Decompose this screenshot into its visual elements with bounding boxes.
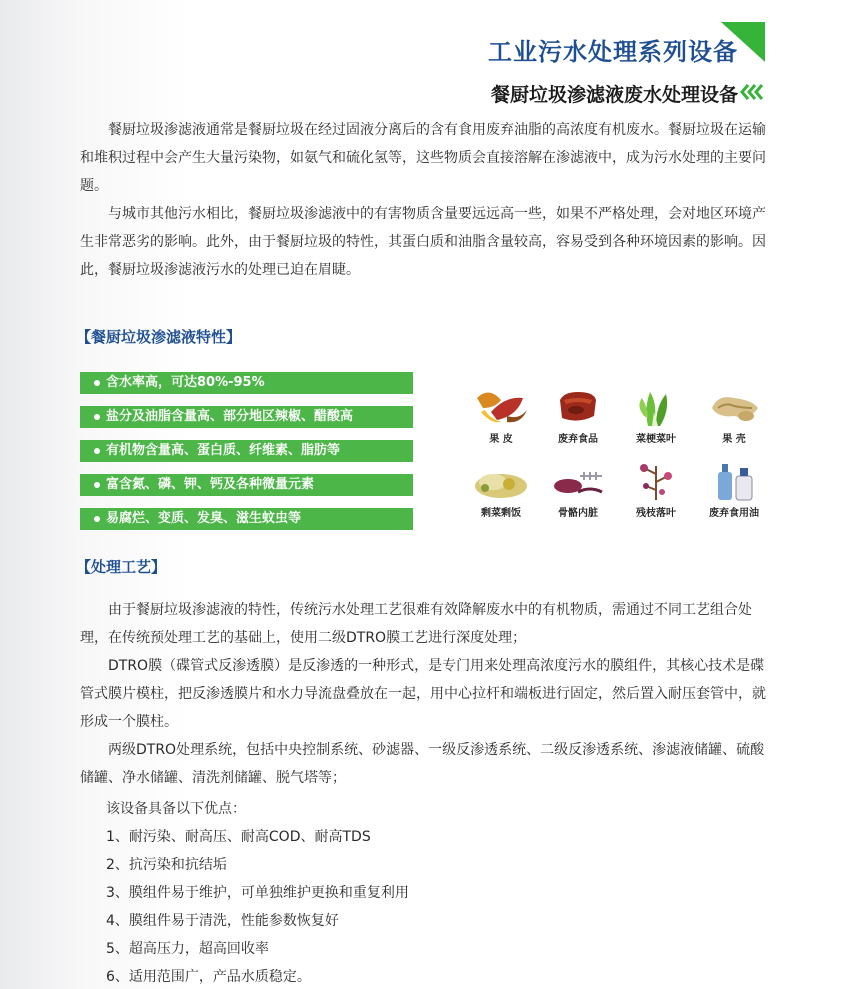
food-item-leftover-rice (465, 460, 537, 524)
food-label: 废弃食品 (558, 434, 598, 445)
food-item-fruit-peel (465, 386, 537, 450)
food-item-waste-oil (698, 460, 770, 524)
feature-item: 有机物含量高、蛋白质、纤维素、脂肪等 (80, 440, 413, 462)
intro-paragraph-2: 与城市其他污水相比，餐厨垃圾渗滤液中的有害物质含量要远远高一些，如果不严格处理，会对地区环境产生非常恶劣的影响。此外，由于餐厨垃圾的特性，其蛋白质和油脂含量较高，容易受到各种环境因素的影响。因此，餐厨垃圾渗滤液污水的处理已迫在眉睫。 (80, 206, 766, 278)
food-label: 骨骼内脏 (558, 508, 598, 519)
feature-item: 富含氮、磷、钾、钙及各种微量元素 (80, 474, 413, 496)
food-label: 果 壳 (722, 434, 746, 445)
advantage-item: 2、抗污染和抗结垢 (106, 857, 227, 873)
features-heading: 【餐厨垃圾渗滤液特性】 (76, 328, 242, 346)
advantage-item: 3、膜组件易于维护，可单独维护更换和重复利用 (106, 885, 409, 901)
food-item-vegetable-leaf (620, 386, 692, 450)
food-label: 菜梗菜叶 (636, 434, 676, 445)
advantage-item: 5、超高压力，超高回收率 (106, 941, 269, 957)
page-subtitle: 餐厨垃圾渗滤液废水处理设备 (490, 84, 738, 106)
feature-item: 易腐烂、变质、发臭、滋生蚊虫等 (80, 508, 413, 530)
process-heading: 【处理工艺】 (76, 558, 167, 576)
bones-icon (548, 460, 608, 502)
food-label: 废弃食用油 (709, 508, 759, 519)
process-paragraph-1: 由于餐厨垃圾渗滤液的特性，传统污水处理工艺很难有效降解废水中的有机物质，需通过不同工艺组合处理，在传统预处理工艺的基础上，使用二级DTRO膜工艺进行深度处理； (80, 602, 752, 646)
triple-chevron-icon (740, 83, 766, 101)
vegetable-leaf-icon (626, 386, 686, 428)
advantage-item: 4、膜组件易于清洗，性能参数恢复好 (106, 913, 339, 929)
process-paragraph-3: 两级DTRO处理系统，包括中央控制系统、砂滤器、一级反渗透系统、二级反渗透系统、渗滤液储罐、硫酸储罐、净水储罐、清洗剂储罐、脱气塔等； (80, 742, 765, 786)
advantages-intro: 该设备具备以下优点： (106, 801, 246, 817)
food-item-nut-shell (698, 386, 770, 450)
food-label: 果 皮 (489, 434, 513, 445)
green-corner-triangle (721, 22, 765, 62)
feature-item: 含水率高，可达80%-95% (80, 372, 413, 394)
food-item-fallen-leaves (620, 460, 692, 524)
fruit-peel-icon (471, 386, 531, 428)
food-label: 剩菜剩饭 (481, 508, 521, 519)
advantage-item: 6、适用范围广，产品水质稳定。 (106, 969, 311, 985)
advantage-item: 1、耐污染、耐高压、耐高COD、耐高TDS (106, 829, 371, 845)
process-paragraph-2: DTRO膜（碟管式反渗透膜）是反渗透的一种形式，是专门用来处理高浓度污水的膜组件，其核心技术是碟管式膜片模柱，把反渗透膜片和水力导流盘叠放在一起，用中心拉杆和端板进行固定，然后置入耐压套管中，就形成一个膜柱。 (80, 658, 766, 730)
waste-oil-icon (704, 460, 764, 502)
intro-paragraph-1: 餐厨垃圾渗滤液通常是餐厨垃圾在经过固液分离后的含有食用废弃油脂的高浓度有机废水。餐厨垃圾在运输和堆积过程中会产生大量污染物，如氨气和硫化氢等，这些物质会直接溶解在渗滤液中，成为污水处理的主要问题。 (80, 122, 766, 194)
food-item-bones (542, 460, 614, 524)
waste-food-icon (548, 386, 608, 428)
fallen-leaves-icon (626, 460, 686, 502)
food-label: 残枝落叶 (636, 508, 676, 519)
leftover-rice-icon (471, 460, 531, 502)
food-item-waste-food (542, 386, 614, 450)
feature-item: 盐分及油脂含量高、部分地区辣椒、醋酸高 (80, 406, 413, 428)
page-header-title: 工业污水处理系列设备 (488, 37, 738, 66)
nut-shell-icon (704, 386, 764, 428)
